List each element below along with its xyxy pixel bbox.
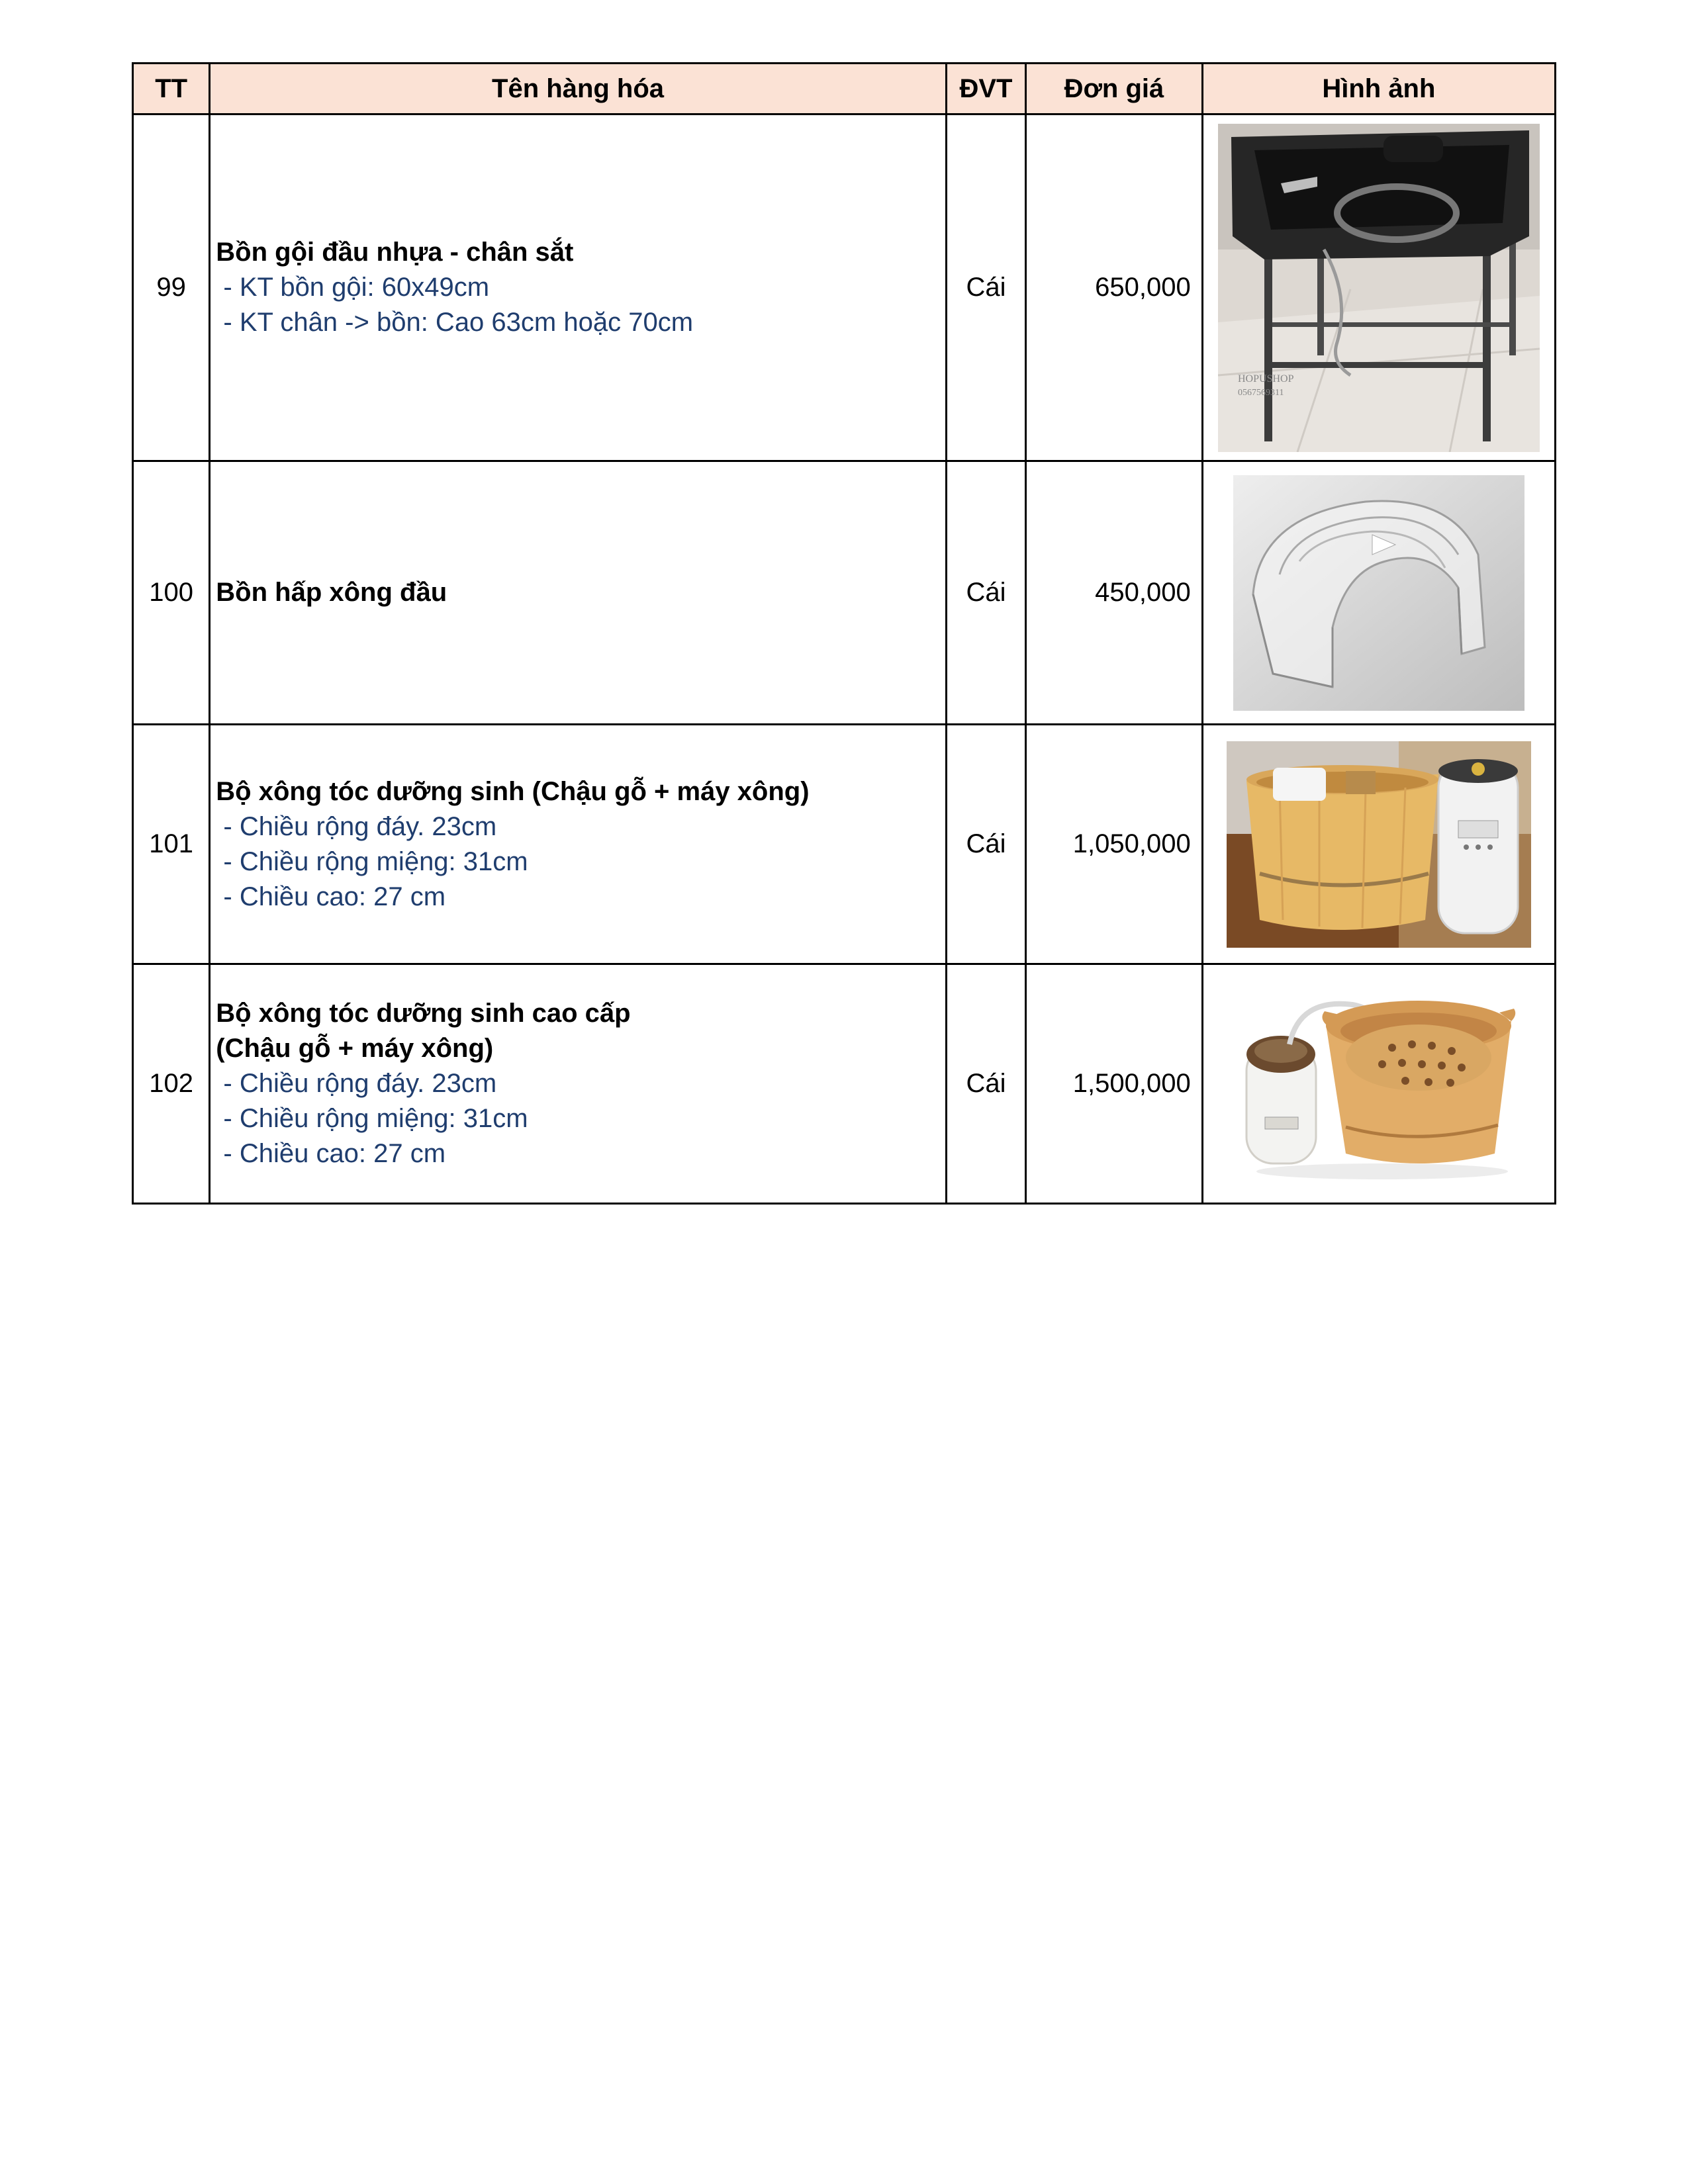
header-image: Hình ảnh xyxy=(1202,64,1555,114)
product-spec: - Chiều rộng miệng: 31cm xyxy=(216,846,528,876)
product-name-cell xyxy=(210,461,947,725)
product-name-cell xyxy=(210,725,947,964)
product-image-cell xyxy=(1202,725,1555,964)
header-name: Tên hàng hóa xyxy=(210,64,947,114)
product-price-table xyxy=(132,62,1556,1205)
unit: Cái xyxy=(946,964,1025,1204)
unit: Cái xyxy=(946,114,1025,461)
product-spec: - Chiều rộng đáy. 23cm xyxy=(216,811,497,841)
row-number: 101 xyxy=(133,725,210,964)
table-row xyxy=(133,725,1556,964)
shampoo-basin-image xyxy=(1218,124,1540,452)
table-row xyxy=(133,964,1556,1204)
premium-wooden-tub-steamer-image xyxy=(1240,985,1518,1183)
hair-steamer-hood-image xyxy=(1233,475,1524,711)
row-number: 99 xyxy=(133,114,210,461)
table-row xyxy=(133,461,1556,725)
product-spec: - KT bồn gội: 60x49cm xyxy=(216,273,490,302)
product-name: Bộ xông tóc dưỡng sinh (Chậu gỗ + máy xông) xyxy=(216,776,810,806)
unit-price: 450,000 xyxy=(1026,461,1203,725)
product-spec: - Chiều cao: 27 cm xyxy=(216,882,446,911)
unit-price: 1,050,000 xyxy=(1026,725,1203,964)
product-name: Bồn hấp xông đầu xyxy=(216,578,447,607)
unit-price: 650,000 xyxy=(1026,114,1203,461)
unit: Cái xyxy=(946,461,1025,725)
unit-price: 1,500,000 xyxy=(1026,964,1203,1204)
wooden-tub-steamer-image xyxy=(1227,741,1531,948)
product-image-cell xyxy=(1202,114,1555,461)
product-name-cell xyxy=(210,964,947,1204)
product-name: Bộ xông tóc dưỡng sinh cao cấp xyxy=(216,999,631,1028)
unit: Cái xyxy=(946,725,1025,964)
table-row xyxy=(133,114,1556,461)
watermark-text: HOPUSHOP xyxy=(1237,373,1294,385)
product-name: (Chậu gỗ + máy xông) xyxy=(216,1034,494,1063)
product-spec: - Chiều cao: 27 cm xyxy=(216,1139,446,1168)
product-spec: - Chiều rộng miệng: 31cm xyxy=(216,1104,528,1133)
row-number: 102 xyxy=(133,964,210,1204)
header-tt: TT xyxy=(133,64,210,114)
product-name-cell xyxy=(210,114,947,461)
product-image-cell xyxy=(1202,964,1555,1204)
watermark-text: 0567569311 xyxy=(1237,387,1284,398)
table-header-row xyxy=(133,64,1556,114)
product-spec: - KT chân -> bồn: Cao 63cm hoặc 70cm xyxy=(216,308,694,337)
product-spec: - Chiều rộng đáy. 23cm xyxy=(216,1069,497,1098)
product-image-cell xyxy=(1202,461,1555,725)
product-name: Bồn gội đầu nhựa - chân sắt xyxy=(216,238,574,267)
header-price: Đơn giá xyxy=(1026,64,1203,114)
row-number: 100 xyxy=(133,461,210,725)
header-unit: ĐVT xyxy=(946,64,1025,114)
